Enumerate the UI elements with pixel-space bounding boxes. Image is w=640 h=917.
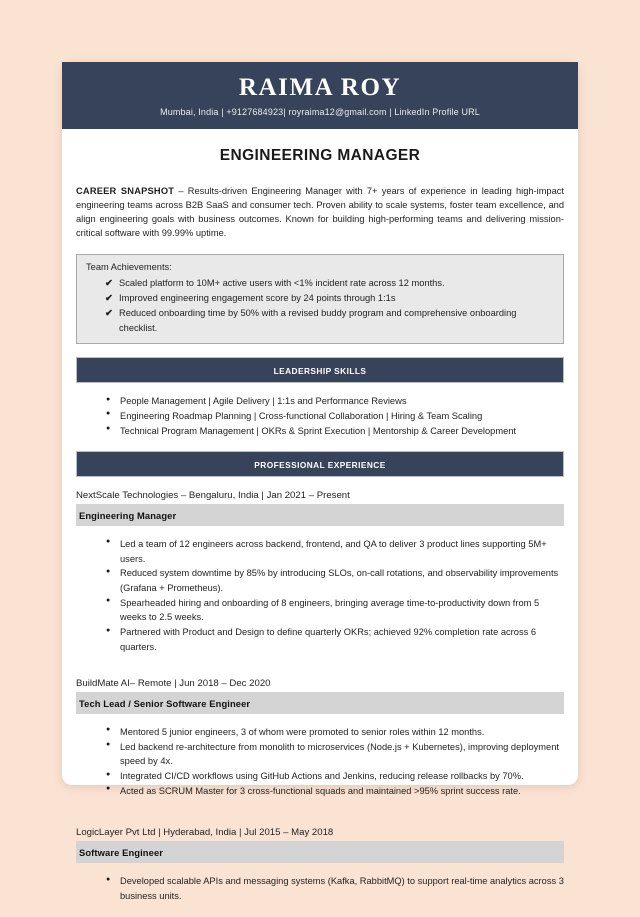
- job-title: Software Engineer: [79, 847, 164, 859]
- target-role-title: ENGINEERING MANAGER: [219, 147, 421, 165]
- experience-entry-buildmate: [76, 677, 564, 798]
- job-company-location-dates: LogicLayer Pvt Ltd | Hyderabad, India | Jul 2015 – May 2018: [76, 827, 334, 839]
- list-item: ● Acted as SCRUM Master for 3 cross-functional squads and maintained >95% sprint success rate.: [106, 784, 564, 799]
- contact-info-line: Mumbai, India | +9127684923| royraima12@gmail.com | LinkedIn Profile URL: [160, 107, 480, 118]
- section-title: PROFESSIONAL EXPERIENCE: [254, 460, 386, 471]
- job-title: Tech Lead / Senior Software Engineer: [79, 697, 251, 709]
- section-header-leadership-skills: [76, 357, 564, 383]
- check-icon: ✔: [105, 278, 113, 290]
- team-achievements-callout: [76, 254, 564, 345]
- experience-entry-logiclayer: [76, 826, 564, 903]
- check-icon: ✔: [105, 293, 113, 305]
- list-item: ● Mentored 5 junior engineers, 3 of whom were promoted to senior roles within 12 months.: [106, 725, 564, 740]
- resume-header-banner: [62, 62, 578, 129]
- job-bullet-list: [76, 537, 564, 655]
- list-item: ● People Management | Agile Delivery | 1:1s and Performance Reviews: [106, 394, 564, 409]
- job-title-bar: [76, 692, 564, 714]
- list-item: ● Spearheaded hiring and onboarding of 8 engineers, bringing average time-to-productivity down from 5 weeks to 2.5 weeks.: [106, 596, 564, 625]
- job-title: Engineering Manager: [79, 509, 177, 521]
- resume-document: [62, 62, 578, 901]
- list-item: ● Led backend re-architecture from monolith to microservices (Node.js + Kubernetes), improving deployment speed by 4x.: [106, 740, 564, 769]
- job-company-location-dates: BuildMate AI– Remote | Jun 2018 – Dec 2020: [76, 678, 271, 690]
- job-title-bar: [76, 504, 564, 526]
- resume-body: [62, 147, 578, 917]
- job-bullet-list: [76, 874, 564, 903]
- career-snapshot-paragraph: [76, 184, 564, 241]
- career-snapshot-text: Results-driven Engineering Manager with 7+ years of experience in leading high-impact engineering teams across B2B SaaS and consumer tech. Proven ability to scale systems, foster team excellence, and align engineering goals with business outcomes. Known for building high-performing teams and delivering mission-critical software with 99.99% uptime.: [76, 186, 565, 239]
- section-header-professional-experience: [76, 451, 564, 477]
- list-item: ● Developed scalable APIs and messaging systems (Kafka, RabbitMQ) to support real-time analytics across 3 business units.: [106, 874, 564, 903]
- job-title-bar: [76, 841, 564, 863]
- experience-entry-nextscale: [76, 489, 564, 654]
- list-item: ● Led a team of 12 engineers across backend, frontend, and QA to deliver 3 product lines supporting 5M+ users.: [106, 537, 564, 566]
- job-company-location-dates: NextScale Technologies – Bengaluru, India | Jan 2021 – Present: [76, 490, 350, 502]
- achievement-text: Reduced onboarding time by 50% with a revised buddy program and comprehensive onboarding checklist.: [119, 308, 517, 334]
- list-item: ● Technical Program Management | OKRs & Sprint Execution | Mentorship & Career Development: [106, 424, 564, 439]
- team-achievements-heading: Team Achievements:: [86, 261, 172, 272]
- candidate-name: RAIMA ROY: [238, 74, 402, 101]
- career-snapshot-separator: –: [174, 186, 188, 197]
- leadership-skills-list: [76, 394, 564, 438]
- section-title: LEADERSHIP SKILLS: [273, 366, 367, 377]
- team-achievements-list: [86, 276, 554, 336]
- job-bullet-list: [76, 725, 564, 798]
- list-item: ● Engineering Roadmap Planning | Cross-functional Collaboration | Hiring & Team Scaling: [106, 409, 564, 424]
- list-item: [105, 291, 554, 306]
- list-item: [105, 276, 554, 291]
- check-icon: ✔: [105, 308, 113, 320]
- list-item: ● Reduced system downtime by 85% by introducing SLOs, on-call rotations, and observability improvements (Grafana + Prometheus).: [106, 566, 564, 595]
- list-item: [105, 306, 554, 336]
- list-item: ● Integrated CI/CD workflows using GitHub Actions and Jenkins, reducing release rollbacks by 70%.: [106, 769, 564, 784]
- achievement-text: Scaled platform to 10M+ active users with <1% incident rate across 12 months.: [119, 278, 445, 289]
- career-snapshot-label: CAREER SNAPSHOT: [76, 186, 175, 197]
- achievement-text: Improved engineering engagement score by 24 points through 1:1s: [119, 293, 396, 304]
- list-item: ● Partnered with Product and Design to define quarterly OKRs; achieved 92% completion rate across 6 quarters.: [106, 625, 564, 654]
